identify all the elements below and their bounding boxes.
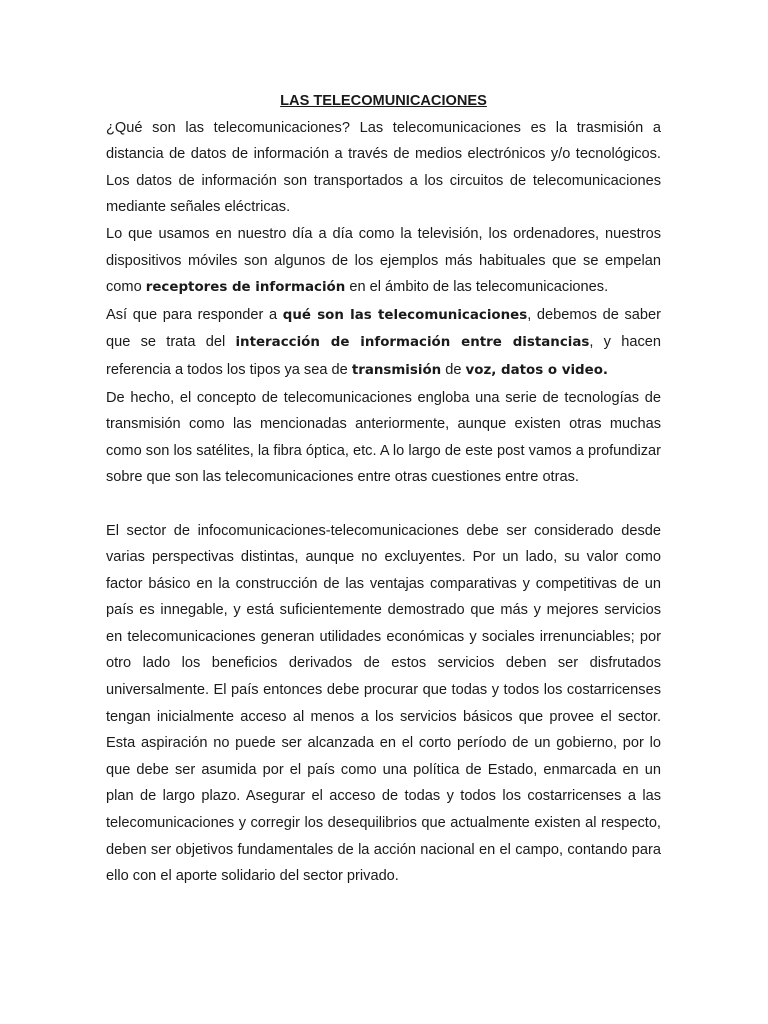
paragraph-3-text-1: Así que para responder a xyxy=(106,306,283,323)
paragraph-3-text-3: , y hacen referencia a todos los tipos ya sea de xyxy=(106,334,661,378)
paragraph-3 xyxy=(106,302,661,385)
document-title: LAS TELECOMUNICACIONES xyxy=(280,93,487,109)
paragraph-4: De hecho, el concepto de telecomunicaciones engloba una serie de tecnologías de transmisión como las mencionadas anteriormente, aunque existen otras muchas como son los satélites, la fibra óptica, etc. A lo largo de este post vamos a profundizar sobre que son las telecomunicaciones entre otras cuestiones entre otras. xyxy=(106,389,661,486)
bold-voz-datos: voz, datos o video. xyxy=(465,362,609,378)
paragraph-2 xyxy=(106,221,661,302)
bold-interaccion: interacción de información entre distancias xyxy=(235,335,590,351)
paragraph-spacer xyxy=(106,491,661,518)
bold-transmision: transmisión xyxy=(351,362,442,378)
bold-receptores: receptores de información xyxy=(145,280,346,296)
paragraph-2-text-2: en el ámbito de las telecomunicaciones. xyxy=(345,279,609,296)
paragraph-1: ¿Qué son las telecomunicaciones? Las telecomunicaciones es la trasmisión a distancia de datos de información a través de medios electrónicos y/o tecnológicos. Los datos de información son transportados a los circuitos de telecomunicaciones mediante señales eléctricas. xyxy=(106,119,661,216)
paragraph-3-text-2: , debemos de saber que se trata del xyxy=(106,306,662,351)
paragraph-3-text-4: de xyxy=(441,361,466,378)
document-body xyxy=(106,88,661,890)
paragraph-2-text-1: Lo que usamos en nuestro día a día como la televisión, los ordenadores, nuestros dispositivos móviles son algunos de los ejemplos más habituales que se empelan como xyxy=(106,225,661,296)
paragraph-5: El sector de infocomunicaciones-telecomunicaciones debe ser considerado desde varias perspectivas distintas, aunque no excluyentes. Por un lado, su valor como factor básico en la construcción de las ventajas comparativas y competitivas de un país es innegable, y está suficientemente demostrado que más y mejores servicios en telecomunicaciones generan utilidades económicas y sociales irrenunciables; por otro lado los beneficios derivados de estos servicios deben ser disfrutados universalmente. El país entonces debe procurar que todas y todos los costarricenses tengan inicialmente acceso al menos a los servicios básicos que provee el sector. Esta aspiración no puede ser alcanzada en el corto período de un gobierno, por lo que debe ser asumida por el país como una política de Estado, enmarcada en un plan de largo plazo. Asegurar el acceso de todas y todos los costarricenses a las telecomunicaciones y corregir los desequilibrios que actualmente existen al respecto, deben ser objetivos fundamentales de la acción nacional en el campo, contando para ello con el aporte solidario del sector privado. xyxy=(106,522,661,885)
bold-que-son: qué son las telecomunicaciones xyxy=(282,307,528,323)
